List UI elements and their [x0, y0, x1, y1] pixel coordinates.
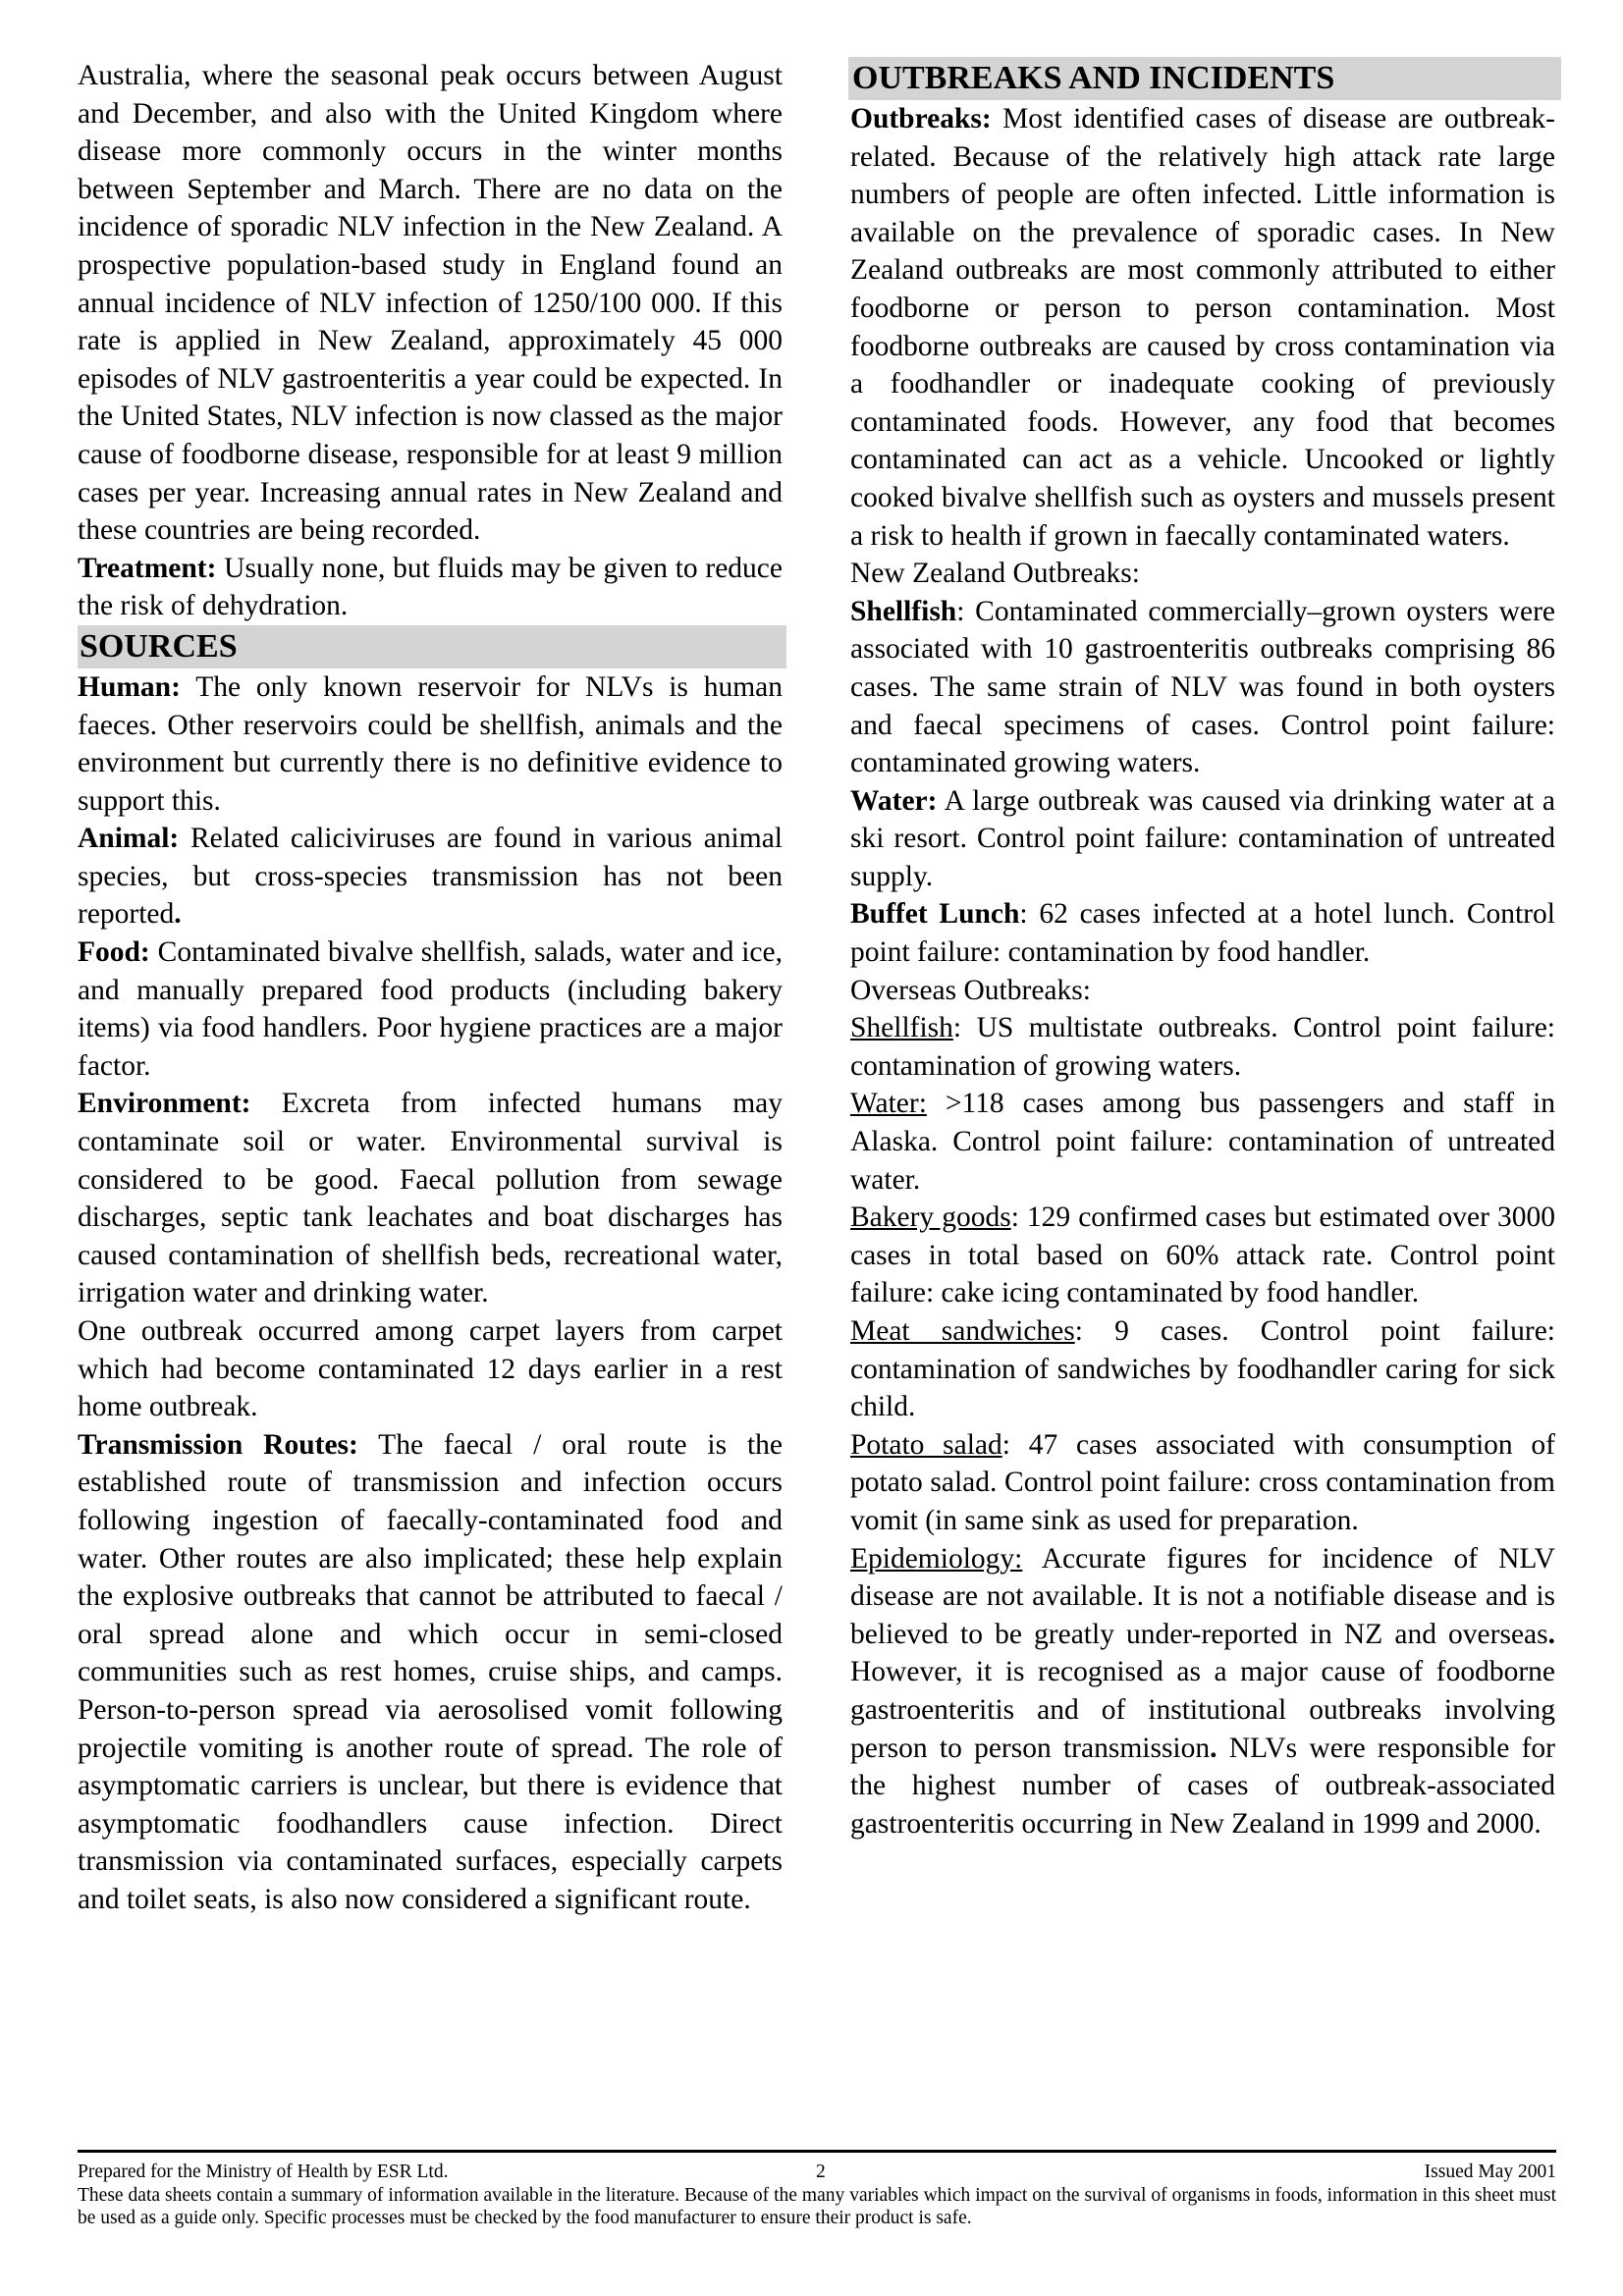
food-label: Food: — [78, 936, 150, 969]
outbreaks-paragraph — [850, 100, 1555, 555]
page-footer — [78, 2150, 1556, 2229]
animal-label: Animal: — [78, 823, 180, 855]
animal-paragraph — [78, 820, 783, 934]
environment-paragraph — [78, 1085, 783, 1312]
outbreaks-label: Outbreaks: — [850, 103, 992, 134]
os-shellfish-text: : US multistate outbreaks. Control point failure: contamination of growing waters. — [850, 1012, 1555, 1082]
food-paragraph — [78, 934, 783, 1085]
outbreaks-text: Most identified cases of disease are outbreak- related. Because of the relatively high attack rate large numbers of people are often infected. Little information is available on the prevalence of sporadic cases. In New Zealand outbreaks are most commonly attributed to either foodborne or person to person contamination. Most foodborne outbreaks are caused by cross contamination via a foodhandler or inadequate cooking of previously contaminated foods. However, any food that becomes contaminated can act as a vehicle. Uncooked or lightly cooked bivalve shellfish such as oysters and mussels present a risk to health if grown in faecally contaminated waters. — [850, 103, 1555, 552]
nz-buffet-text: : 62 cases infected at a hotel lunch. Control point failure: contamination by food handler. — [850, 898, 1556, 969]
right-column — [850, 57, 1555, 1842]
os-meat-text: : 9 cases. Control point failure: contamination of sandwiches by foodhandler caring for sick child. — [850, 1315, 1555, 1423]
human-paragraph — [78, 668, 783, 820]
carpet-outbreak-paragraph: One outbreak occurred among carpet layers from carpet which had become contaminated 12 days earlier in a rest home outbreak. — [78, 1315, 783, 1423]
os-potato-text: : 47 cases associated with consumption of potato salad. Control point failure: cross contamination from vomit (in same sink as used for preparation. — [850, 1428, 1555, 1536]
footer-disclaimer: These data sheets contain a summary of information available in the literature. Because of the many variables which impact on the survival of organisms in foods, information in this sheet must be used as a guide only. Specific processes must be checked by the food manufacturer to ensure their product is safe. — [78, 2185, 1556, 2228]
os-water-paragraph — [850, 1085, 1555, 1199]
nz-shellfish-label: Shellfish — [850, 595, 957, 627]
page-number: 2 — [816, 2162, 826, 2182]
epidemiology-label: Epidemiology: — [850, 1542, 1023, 1575]
os-water-text: >118 cases among bus passengers and staff in Alaska. Control point failure: contamination of untreated water. — [850, 1088, 1555, 1196]
environment-text: Excreta from infected humans may contaminate soil or water. Environmental survival is considered to be good. Faecal pollution from sewage discharges, septic tank leachates and boat discharges has caused contamination of shellfish beds, recreational water, irrigation water and drinking water. — [78, 1088, 783, 1309]
human-text: The only known reservoir for NLVs is human faeces. Other reservoirs could be shellfish, animals and the environment but currently there is no definitive evidence to support this. — [78, 670, 783, 817]
animal-text: Related caliciviruses are found in various animal species, but cross-species transmission has not been reported — [78, 823, 783, 931]
os-potato-label: Potato salad — [850, 1428, 1002, 1461]
left-column — [78, 57, 783, 1919]
os-bakery-label: Bakery goods — [850, 1201, 1011, 1234]
nz-buffet-paragraph — [850, 895, 1555, 971]
intro-paragraph: Australia, where the seasonal peak occurs between August and December, and also with the United Kingdom where disease more commonly occurs in the winter months between September and March. There are no data on the incidence of sporadic NLV infection in the New Zealand. A prospective population-based study in England found an annual incidence of NLV infection of 1250/100 000. If this rate is applied in New Zealand, approximately 45 000 episodes of NLV gastroenteritis a year could be expected. In the United States, NLV infection is now classed as the major cause of foodborne disease, responsible for at least 9 million cases per year. Increasing annual rates in New Zealand and these countries are being recorded. — [78, 60, 783, 547]
nz-water-paragraph — [850, 782, 1555, 896]
os-meat-label: Meat sandwiches — [850, 1315, 1075, 1347]
epidemiology-text-1: Accurate figures for incidence of NLV disease are not available. It is not a notifiable disease and is believed to be greatly under-reported in NZ and overseas — [850, 1542, 1555, 1650]
transmission-label: Transmission Routes: — [78, 1428, 358, 1461]
epidemiology-bold-2: . — [1210, 1732, 1217, 1764]
nz-shellfish-paragraph — [850, 593, 1555, 782]
food-text: Contaminated bivalve shellfish, salads, water and ice, and manually prepared food products (including bakery items) via food handlers. Poor hygiene practices are a major factor. — [78, 936, 783, 1082]
outbreaks-heading: OUTBREAKS AND INCIDENTS — [848, 57, 1561, 100]
epidemiology-text-2: However, it is recognised as a major cause of foodborne gastroenteritis and of institutional outbreaks involving person to person transmission — [850, 1656, 1555, 1764]
treatment-label: Treatment: — [78, 552, 217, 584]
nz-water-label: Water: — [850, 784, 938, 817]
nz-outbreaks-label: New Zealand Outbreaks: — [850, 558, 1140, 590]
epidemiology-bold-1: . — [1547, 1618, 1555, 1650]
footer-prepared-for: Prepared for the Ministry of Health by ESR Ltd. — [78, 2162, 449, 2182]
human-label: Human: — [78, 670, 181, 703]
footer-issued-date: Issued May 2001 — [1424, 2162, 1556, 2182]
os-potato-paragraph — [850, 1426, 1555, 1540]
footer-row — [78, 2161, 1556, 2184]
nz-shellfish-text: : Contaminated commercially–grown oysters were associated with 10 gastroenteritis outbreaks comprising 86 cases. The same strain of NLV was found in both oysters and faecal specimens of cases. Control point failure: contaminated growing waters. — [850, 595, 1555, 779]
epidemiology-paragraph — [850, 1540, 1555, 1843]
nz-buffet-label: Buffet Lunch — [850, 898, 1020, 931]
os-meat-paragraph — [850, 1312, 1555, 1426]
transmission-text: The faecal / oral route is the established route of transmission and infection occurs following ingestion of faecally-contaminated food and water. Other routes are also implicated; these help explain the explosive outbreaks that cannot be attributed to faecal / oral spread alone and which occur in semi-closed communities such as rest homes, cruise ships, and camps. Person-to-person spread via aerosolised vomit following projectile vomiting is another route of spread. The role of asymptomatic carriers is unclear, but there is evidence that asymptomatic foodhandlers cause infection. Direct transmission via contaminated surfaces, especially carpets and toilet seats, is also now considered a significant route. — [78, 1428, 783, 1915]
os-water-label: Water: — [850, 1088, 927, 1120]
overseas-outbreaks-label: Overseas Outbreaks: — [850, 974, 1091, 1006]
os-shellfish-label: Shellfish — [850, 1012, 953, 1044]
os-bakery-paragraph — [850, 1199, 1555, 1312]
treatment-paragraph — [78, 550, 783, 625]
nz-water-text: A large outbreak was caused via drinking water at a ski resort. Control point failure: contamination of untreated supply. — [850, 784, 1555, 892]
transmission-paragraph — [78, 1426, 783, 1919]
sources-heading: SOURCES — [78, 625, 786, 668]
animal-end: . — [174, 898, 182, 931]
os-shellfish-paragraph — [850, 1009, 1555, 1085]
os-bakery-text: : 129 confirmed cases but estimated over 3000 cases in total based on 60% attack rate. Control point failure: cake icing contaminated by food handler. — [850, 1201, 1555, 1309]
epidemiology-text-3: NLVs were responsible for the highest number of cases of outbreak-associated gastroenteritis occurring in New Zealand in 1999 and 2000. — [850, 1732, 1555, 1840]
environment-label: Environment: — [78, 1088, 251, 1120]
treatment-text: Usually none, but fluids may be given to reduce the risk of dehydration. — [78, 552, 783, 622]
